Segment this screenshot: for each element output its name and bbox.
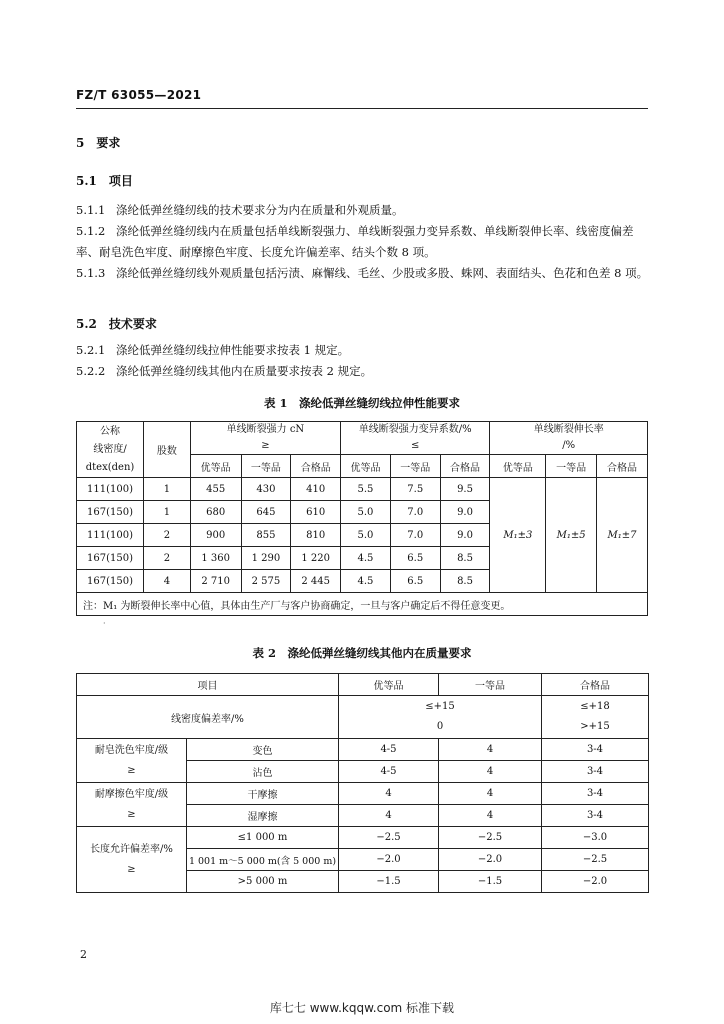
table-cell: −1.5 [439, 871, 542, 893]
grade-header: 优等品 [190, 455, 241, 478]
table-cell: 3-4 [542, 761, 649, 783]
table-cell: 2 [144, 547, 191, 570]
table-cell: 4 [439, 761, 542, 783]
table-1-caption: 表 1 涤纶低弹丝缝纫线拉伸性能要求 [263, 396, 460, 410]
table-cell: 1 360 [190, 547, 241, 570]
section-5-heading: 5 要求 [76, 136, 121, 150]
elongation-value: M₁±3 [490, 478, 546, 593]
table-cell: 430 [241, 478, 291, 501]
table-cell: 1 220 [291, 547, 341, 570]
clause-text: 涤纶低弹丝缝纫线内在质量包括单线断裂强力、单线断裂强力变异系数、单线断裂伸长率、线密度偏差率、耐皂洗色牢度、耐摩擦色牢度、长度允许偏差率、结头个数 8 项。 [76, 224, 634, 259]
table-cell: 167(150) [77, 570, 144, 593]
elongation-value: M₁±5 [546, 478, 597, 593]
table-cell: 5.5 [341, 478, 391, 501]
table-cell: 7.5 [390, 478, 440, 501]
table-cell: −3.0 [542, 827, 649, 849]
section-5-1-heading: 5.1 项目 [76, 174, 133, 188]
header-plies: 股数 [144, 422, 191, 478]
grade-header: 合格品 [542, 674, 649, 696]
header-cv [341, 422, 490, 455]
elongation-value: M₁±7 [597, 478, 648, 593]
header-density [77, 422, 144, 478]
table-row [77, 478, 648, 501]
table-cell: 6.5 [390, 570, 440, 593]
grade-header: 一等品 [390, 455, 440, 478]
table-cell: −2.5 [439, 827, 542, 849]
table-1-note: 注：M₁ 为断裂伸长率中心值，具体由生产厂与客户协商确定，一旦与客户确定后不得任意变更。 [77, 593, 648, 616]
table-1 [76, 421, 648, 616]
header-rule [76, 108, 648, 109]
density-q-top: ≤+18 [580, 701, 610, 712]
header-item: 项目 [77, 674, 339, 696]
table-cell: 3-4 [542, 783, 649, 805]
clause-5-1-2 [76, 221, 656, 263]
grade-header: 一等品 [546, 455, 597, 478]
table-cell: 3-4 [542, 805, 649, 827]
clause-number: 5.1.1 [76, 203, 106, 217]
table-cell: 9.0 [440, 501, 490, 524]
density-range [339, 696, 542, 739]
table-cell: 855 [241, 524, 291, 547]
table-cell: 2 445 [291, 570, 341, 593]
table-cell: 5.0 [341, 524, 391, 547]
scan-mark: · [103, 619, 106, 628]
table-cell: 4 [439, 739, 542, 761]
table-cell: 111(100) [77, 524, 144, 547]
grade-header: 优等品 [339, 674, 439, 696]
header-text: /% [562, 440, 576, 451]
clause-5-2-2 [76, 361, 656, 382]
table-cell: 8.5 [440, 570, 490, 593]
standard-code: FZ/T 63055—2021 [76, 88, 202, 102]
table-cell: 4 [439, 805, 542, 827]
clause-text: 涤纶低弹丝缝纫线的技术要求分为内在质量和外观质量。 [116, 203, 404, 217]
table-cell: 4.5 [341, 570, 391, 593]
table-cell: 2 710 [190, 570, 241, 593]
clause-5-1-1 [76, 200, 656, 221]
table-cell: 9.0 [440, 524, 490, 547]
header-text: 线密度/ [93, 443, 127, 455]
header-elongation [490, 422, 648, 455]
table-cell: 167(150) [77, 547, 144, 570]
table-cell: 2 [144, 524, 191, 547]
header-text: dtex(den) [85, 461, 135, 473]
clause-text: 涤纶低弹丝缝纫线其他内在质量要求按表 2 规定。 [116, 364, 373, 378]
density-qualified [542, 696, 649, 739]
table-cell: 湿摩擦 [187, 805, 339, 827]
table-cell: 5.0 [341, 501, 391, 524]
label-text: 耐摩擦色牢度/级 [94, 788, 169, 800]
grade-header: 合格品 [291, 455, 341, 478]
clause-text: 涤纶低弹丝缝纫线拉伸性能要求按表 1 规定。 [116, 343, 350, 357]
table-cell: 455 [190, 478, 241, 501]
table-cell: 7.0 [390, 524, 440, 547]
clause-5-1-3 [76, 263, 656, 284]
table-cell: 4 [144, 570, 191, 593]
header-text: 单线断裂强力变异系数/% [358, 424, 472, 435]
page-number: 2 [80, 948, 87, 961]
header-text: 单线断裂强力 cN [226, 424, 305, 435]
clause-number: 5.1.3 [76, 266, 106, 280]
grade-header: 合格品 [440, 455, 490, 478]
table-cell: 1 [144, 501, 191, 524]
grade-header: 合格品 [597, 455, 648, 478]
clause-number: 5.2.2 [76, 364, 106, 378]
table-cell: 4-5 [339, 761, 439, 783]
header-text: 公称 [100, 425, 121, 437]
table-cell: 4 [339, 805, 439, 827]
table-cell: 3-4 [542, 739, 649, 761]
table-cell: 167(150) [77, 501, 144, 524]
label-symbol: ≥ [127, 808, 136, 820]
clause-number: 5.1.2 [76, 224, 106, 238]
table-cell: 7.0 [390, 501, 440, 524]
grade-header: 优等品 [490, 455, 546, 478]
density-top: ≤+15 [425, 701, 455, 712]
table-2-caption: 表 2 涤纶低弹丝缝纫线其他内在质量要求 [252, 646, 472, 660]
table-cell: 4 [339, 783, 439, 805]
grade-header: 一等品 [241, 455, 291, 478]
table-cell: 610 [291, 501, 341, 524]
table-cell: 1 [144, 478, 191, 501]
footer-watermark: 库七七 www.kqqw.com 标准下载 [269, 1001, 455, 1015]
table-cell: 干摩擦 [187, 783, 339, 805]
table-cell: 680 [190, 501, 241, 524]
density-bottom: 0 [436, 721, 444, 732]
table-cell: >5 000 m [187, 871, 339, 893]
header-strength [190, 422, 340, 455]
grade-header: 一等品 [439, 674, 542, 696]
table-cell: 变色 [187, 739, 339, 761]
header-text: ≥ [261, 440, 270, 451]
table-cell: −2.5 [542, 849, 649, 871]
label-symbol: ≥ [127, 863, 136, 875]
table-cell: 4.5 [341, 547, 391, 570]
table-cell: 1 001 m～5 000 m(含 5 000 m) [187, 849, 339, 871]
section-5-2-heading: 5.2 技术要求 [76, 317, 157, 331]
clause-text: 涤纶低弹丝缝纫线外观质量包括污渍、麻懈线、毛丝、少股或多股、蛛网、表面结头、色花和色差 8 项。 [116, 266, 649, 280]
table-cell: 8.5 [440, 547, 490, 570]
wash-fastness-label [77, 739, 187, 783]
header-text: ≤ [411, 440, 420, 451]
clause-5-2-1 [76, 340, 656, 361]
table-cell: 2 575 [241, 570, 291, 593]
density-label: 线密度偏差率/% [77, 696, 339, 739]
table-2 [76, 673, 649, 893]
table-cell: 410 [291, 478, 341, 501]
label-text: 长度允许偏差率/% [90, 843, 173, 855]
table-cell: 111(100) [77, 478, 144, 501]
table-cell: 900 [190, 524, 241, 547]
table-cell: 645 [241, 501, 291, 524]
clause-number: 5.2.1 [76, 343, 106, 357]
rub-fastness-label [77, 783, 187, 827]
label-text: 耐皂洗色牢度/级 [94, 744, 169, 756]
table-cell: 9.5 [440, 478, 490, 501]
table-cell: 6.5 [390, 547, 440, 570]
table-cell: −2.5 [339, 827, 439, 849]
table-cell: 810 [291, 524, 341, 547]
table-cell: ≤1 000 m [187, 827, 339, 849]
table-cell: 沾色 [187, 761, 339, 783]
table-cell: −2.0 [542, 871, 649, 893]
grade-header: 优等品 [341, 455, 391, 478]
table-cell: 4-5 [339, 739, 439, 761]
table-cell: −2.0 [339, 849, 439, 871]
length-deviation-label [77, 827, 187, 893]
label-symbol: ≥ [127, 764, 136, 776]
table-cell: −2.0 [439, 849, 542, 871]
table-cell: −1.5 [339, 871, 439, 893]
density-q-bottom: >+15 [580, 721, 610, 732]
header-text: 单线断裂伸长率 [533, 424, 604, 435]
table-cell: 4 [439, 783, 542, 805]
table-cell: 1 290 [241, 547, 291, 570]
